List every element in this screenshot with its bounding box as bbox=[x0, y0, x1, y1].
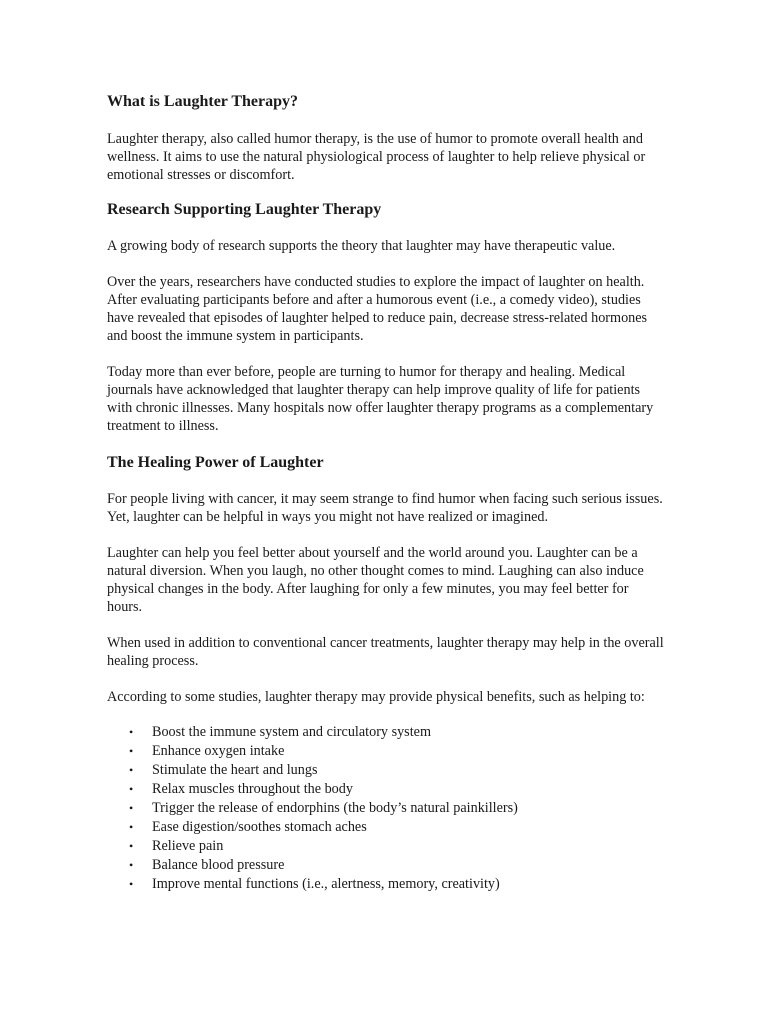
list-item bbox=[107, 780, 667, 799]
list-item bbox=[107, 837, 667, 856]
paragraph-research-studies: Over the years, researchers have conducted studies to explore the impact of laughter on health. After evaluating participants before and after a humorous event (i.e., a comedy video), studies have revealed that episodes of laughter helped to reduce pain, decrease stress-related hormones and boost the immune system in participants. bbox=[107, 274, 648, 344]
bullet-icon: • bbox=[129, 782, 134, 796]
heading-what-is-laughter-therapy: What is Laughter Therapy? bbox=[107, 93, 298, 110]
list-item-text: Relieve pain bbox=[152, 838, 224, 854]
paragraph-cancer-humor: For people living with cancer, it may seem strange to find humor when facing such serious issues. Yet, laughter can be helpful in ways you might not have realized or imagined. bbox=[107, 491, 663, 525]
list-item-text: Ease digestion/soothes stomach aches bbox=[152, 819, 367, 835]
list-item bbox=[107, 723, 667, 742]
list-item-text: Improve mental functions (i.e., alertness, memory, creativity) bbox=[152, 876, 500, 892]
list-item-text: Relax muscles throughout the body bbox=[152, 781, 353, 797]
bullet-icon: • bbox=[129, 744, 134, 758]
bullet-icon: • bbox=[129, 877, 134, 891]
bullet-icon: • bbox=[129, 725, 134, 739]
bullet-icon: • bbox=[129, 839, 134, 853]
bullet-icon: • bbox=[129, 858, 134, 872]
list-item-text: Balance blood pressure bbox=[152, 857, 285, 873]
paragraph-feel-better: Laughter can help you feel better about yourself and the world around you. Laughter can be a natural diversion. When you laugh, no other thought comes to mind. Laughing can also induce physical changes in the body. After laughing for only a few minutes, you may feel better for hours. bbox=[107, 545, 644, 615]
list-item bbox=[107, 799, 667, 818]
list-item-text: Trigger the release of endorphins (the body’s natural painkillers) bbox=[152, 800, 518, 816]
paragraph-research-body: A growing body of research supports the theory that laughter may have therapeutic value. bbox=[107, 238, 616, 254]
document-page bbox=[107, 92, 667, 894]
list-item-text: Stimulate the heart and lungs bbox=[152, 762, 318, 778]
heading-healing-power: The Healing Power of Laughter bbox=[107, 454, 324, 471]
bullet-icon: • bbox=[129, 820, 134, 834]
list-item-text: Boost the immune system and circulatory system bbox=[152, 724, 431, 740]
paragraph-conventional-treatments: When used in addition to conventional cancer treatments, laughter therapy may help in the overall healing process. bbox=[107, 635, 664, 669]
benefits-list bbox=[107, 723, 667, 894]
bullet-icon: • bbox=[129, 801, 134, 815]
paragraph-research-today: Today more than ever before, people are turning to humor for therapy and healing. Medical journals have acknowledged that laughter therapy can help improve quality of life for patients with chronic illnesses. Many hospitals now offer laughter therapy programs as a complementary treatment to illness. bbox=[107, 364, 654, 434]
list-item bbox=[107, 818, 667, 837]
paragraph-physical-benefits-intro: According to some studies, laughter therapy may provide physical benefits, such as helping to: bbox=[107, 689, 645, 705]
list-item bbox=[107, 875, 667, 894]
bullet-icon: • bbox=[129, 763, 134, 777]
list-item bbox=[107, 761, 667, 780]
list-item-text: Enhance oxygen intake bbox=[152, 743, 285, 759]
paragraph-definition: Laughter therapy, also called humor therapy, is the use of humor to promote overall health and wellness. It aims to use the natural physiological process of laughter to help relieve physical or emotional stresses or discomfort. bbox=[107, 131, 646, 183]
heading-research-supporting: Research Supporting Laughter Therapy bbox=[107, 201, 382, 218]
list-item bbox=[107, 742, 667, 761]
list-item bbox=[107, 856, 667, 875]
